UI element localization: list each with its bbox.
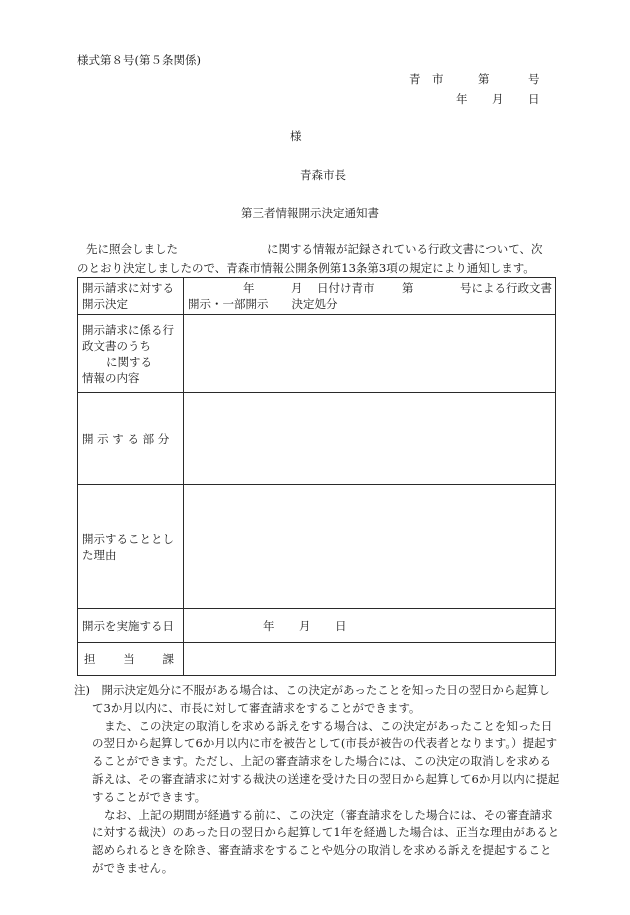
info-content-field[interactable] [184,315,556,393]
note-paragraph-1: 注) 開示決定処分に不服がある場合は、この決定があったことを知った日の翌日から起算して3か月以内に、市長に対して審査請求をすることができます。 [74,683,550,715]
decision-dai: 第 [402,281,414,295]
row-label-info-line3: に関する [106,355,152,369]
intro-line1-start: 先に照会しました [86,242,178,256]
sender-name: 青森市長 [300,168,346,182]
table-row [78,393,556,485]
intro-line2: のとおり決定しましたので、青森市情報公開条例第13条第3項の規定により通知します。 [77,261,535,275]
note-paragraph-2: また、この決定の取消しを求める訴えをする場合は、この決定があったことを知った日の翌日から起算して6か月以内に市を被告として(市長が被告の代表者となります。）提起することができます。ただし、上記の審査請求をした場合には、この決定の取消しを求める訴えは、その審査請求に対する裁決の送達を受けた日の翌日から起算して6か月以内に提起することができます。 [92,718,560,804]
decision-date-text: 日付け青市 [317,281,375,295]
office-code: 青 市 [409,72,444,86]
row-label-decision [78,278,184,315]
implementation-day: 日 [335,618,347,633]
intro-line1-end: に関する情報が記録されている行政文書について、次 [267,242,543,256]
document-number-dai: 第 [478,72,490,86]
decision-year: 年 [243,281,255,295]
table-row [78,315,556,393]
addressee-sama: 様 [290,129,302,143]
date-year: 年 [456,92,468,106]
row-label-reason [78,485,184,609]
decision-go-text: 号による行政文書 [460,281,552,295]
disclosed-part-field[interactable] [184,393,556,485]
row-label-implementation-date: 開示を実施する日 [78,609,184,643]
dept-label-char3: 課 [162,652,174,666]
row-label-disclosed-part: 開 示 す る 部 分 [78,393,184,485]
dept-label-char1: 担 [84,652,96,666]
row-label-info-content [78,315,184,393]
note-paragraph-3: なお、上記の期間が経過する前に、この決定（審査請求をした場合には、その審査請求に対する裁決）のあった日の翌日から起算して1年を経過した場合は、正当な理由があると認められるときを除き、審査請求をすることや処分の取消しを求める訴えを提起することができません。 [92,807,560,875]
row-label-reason-line2: た理由 [82,547,117,562]
decision-table [77,277,556,676]
row-label-department [78,643,184,676]
row-label-reason-line1: 開示することとし [82,531,174,546]
document-title: 第三者情報開示決定通知書 [241,206,379,220]
table-row [78,643,556,676]
table-row [78,485,556,609]
form-number-label: 様式第８号(第５条関係) [77,53,201,67]
notes-section [74,682,560,878]
row-label-decision-line1: 開示請求に対する [82,281,174,295]
document-number-go: 号 [528,72,540,86]
decision-content-cell [184,278,556,315]
implementation-date-field[interactable] [184,609,556,643]
row-label-info-line1: 開示請求に係る行 [82,323,174,337]
reason-field[interactable] [184,485,556,609]
row-label-info-line4: 情報の内容 [82,371,140,385]
row-label-decision-line2: 開示決定 [82,297,128,311]
table-row [78,609,556,643]
implementation-year: 年 [263,618,275,633]
date-day: 日 [528,92,540,106]
date-month: 月 [492,92,504,106]
implementation-month: 月 [299,618,311,633]
decision-month: 月 [291,281,303,295]
table-row [78,278,556,315]
row-label-info-line2: 政文書のうち [82,339,151,353]
decision-type-line: 開示・一部開示 決定処分 [188,297,338,311]
dept-label-char2: 当 [123,652,135,666]
department-field[interactable] [184,643,556,676]
